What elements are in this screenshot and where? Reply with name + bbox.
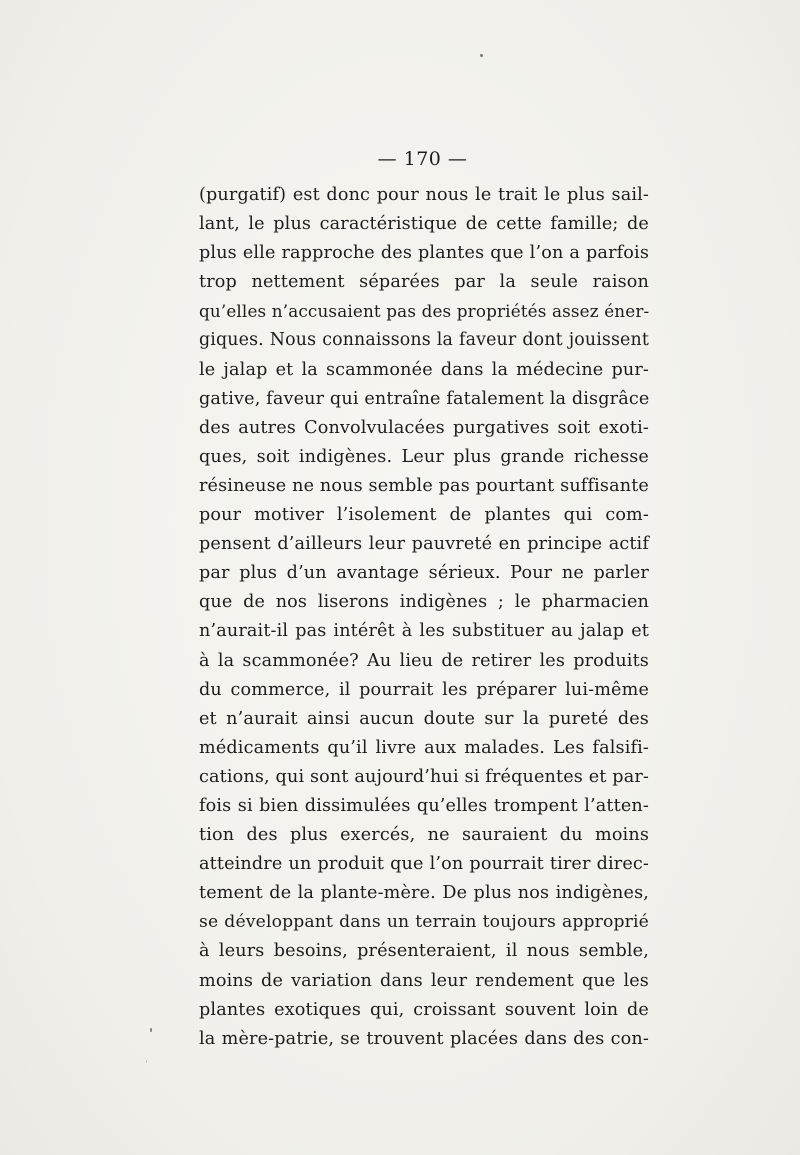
text-line: tion des plus exercés, ne sauraient du moins xyxy=(199,825,649,846)
text-line: fois si bien dissimulées qu’elles trompent l’atten- xyxy=(199,795,649,816)
text-line: du commerce, il pourrait les préparer lui-même xyxy=(199,679,649,700)
text-line: pensent d’ailleurs leur pauvreté en principe actif xyxy=(199,534,649,555)
text-line: (purgatif) est donc pour nous le trait le plus sail- xyxy=(199,185,649,205)
text-line: atteindre un produit que l’on pourrait tirer direc- xyxy=(199,854,649,875)
text-line: ques, soit indigènes. Leur plus grande richesse xyxy=(199,446,649,467)
text-line: giques. Nous connaissons la faveur dont jouissent xyxy=(199,330,649,351)
page-number: — 170 — xyxy=(377,148,468,170)
text-line: à la scammonée? Au lieu de retirer les produits xyxy=(199,650,649,671)
text-line: trop nettement séparées par la seule raison xyxy=(199,272,649,293)
text-line: que de nos liserons indigènes ; le pharmacien xyxy=(199,592,649,613)
text-line: se développant dans un terrain toujours approprié xyxy=(199,912,649,933)
text-line: moins de variation dans leur rendement que les xyxy=(199,970,649,991)
text-line: par plus d’un avantage sérieux. Pour ne parler xyxy=(199,563,649,584)
paper-speck xyxy=(480,54,483,57)
text-line: cations, qui sont aujourd’hui si fréquentes et par- xyxy=(199,766,649,787)
text-line: la mère-patrie, se trouvent placées dans des con- xyxy=(199,1028,649,1049)
text-line: et n’aurait ainsi aucun doute sur la pureté des xyxy=(199,708,649,729)
text-line: plus elle rapproche des plantes que l’on a parfois xyxy=(199,243,649,264)
body-text xyxy=(199,181,649,1054)
text-line: gative, faveur qui entraîne fatalement la disgrâce xyxy=(199,388,650,409)
text-line: des autres Convolvulacées purgatives soit exoti- xyxy=(199,417,649,438)
paper-speck xyxy=(146,1060,147,1063)
text-line: n’aurait-il pas intérêt à les substituer au jalap et xyxy=(199,621,649,642)
text-line: médicaments qu’il livre aux malades. Les falsifi- xyxy=(199,737,649,758)
text-line: plantes exotiques qui, croissant souvent loin de xyxy=(199,999,649,1020)
paper-speck xyxy=(150,1028,152,1032)
text-line: lant, le plus caractéristique de cette famille; de xyxy=(199,214,649,235)
text-line: tement de la plante-mère. De plus nos indigènes, xyxy=(199,883,649,904)
text-line: le jalap et la scammonée dans la médecine pur- xyxy=(199,359,649,380)
text-line: pour motiver l’isolement de plantes qui com- xyxy=(199,505,649,526)
text-line: qu’elles n’accusaient pas des propriétés assez éner- xyxy=(199,301,650,322)
text-line: résineuse ne nous semble pas pourtant suffisante xyxy=(199,475,649,496)
text-line: à leurs besoins, présenteraient, il nous semble, xyxy=(199,941,649,962)
